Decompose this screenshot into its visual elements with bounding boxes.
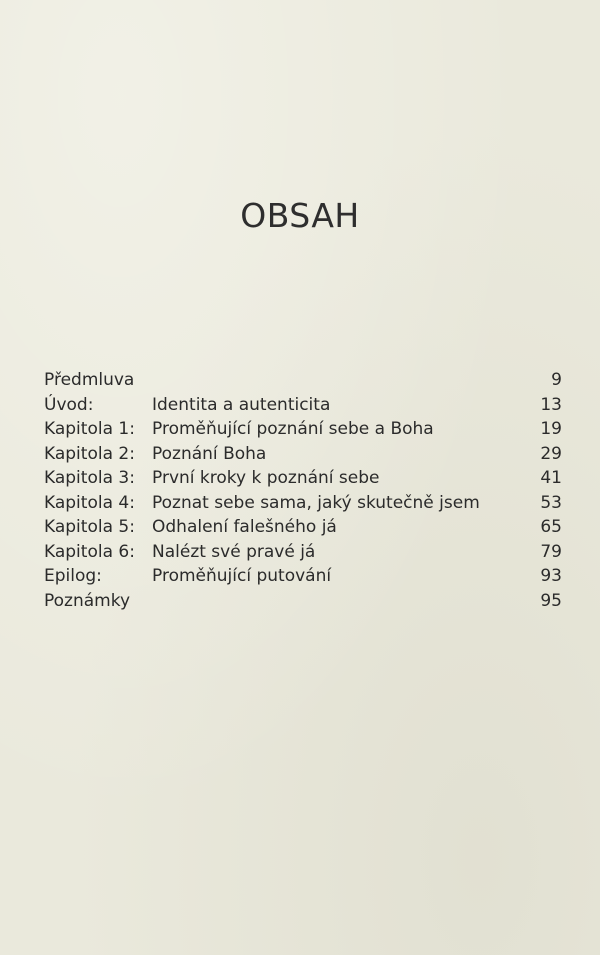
toc-page-number: 79 [540,541,562,562]
toc-page-number: 41 [540,468,562,488]
toc-row-preface [44,368,562,393]
toc-row-chapter-6 [44,540,562,565]
toc-page-number: 13 [540,394,562,415]
toc-page-number: 53 [540,492,562,513]
toc-row-chapter-1 [44,417,562,442]
toc-label: Epilog: [44,566,102,586]
toc-title: Proměňující putování [152,566,332,586]
toc-label: Kapitola 6: [44,541,135,562]
toc-page-number: 93 [540,566,562,586]
toc-label: Kapitola 2: [44,443,135,464]
toc-title: Odhalení falešného já [152,517,337,537]
toc-label: Úvod: [44,394,94,415]
page-title: OBSAH [240,196,360,235]
toc-label: Předmluva [44,370,135,390]
toc-title: Nalézt své pravé já [152,541,316,562]
toc-row-notes [44,589,562,614]
toc-title: Poznání Boha [152,443,267,464]
toc-row-epilogue [44,564,562,589]
toc-label: Poznámky [44,590,131,611]
toc-row-chapter-3 [44,466,562,491]
toc-page-number: 95 [540,590,562,611]
toc-label: Kapitola 1: [44,419,135,439]
table-of-contents [44,368,562,613]
toc-title: Poznat sebe sama, jaký skutečně jsem [152,492,480,513]
toc-label: Kapitola 5: [44,517,135,537]
toc-title: První kroky k poznání sebe [152,468,380,488]
toc-row-chapter-4 [44,491,562,516]
toc-page-number: 9 [551,370,562,390]
toc-title: Proměňující poznání sebe a Boha [152,419,434,439]
toc-label: Kapitola 3: [44,468,135,488]
toc-page-number: 29 [540,443,562,464]
toc-page-number: 19 [540,419,562,439]
toc-label: Kapitola 4: [44,492,135,513]
toc-row-chapter-2 [44,442,562,467]
toc-page-number: 65 [540,517,562,537]
toc-row-chapter-5 [44,515,562,540]
toc-title: Identita a autenticita [152,394,331,415]
toc-row-introduction [44,393,562,418]
